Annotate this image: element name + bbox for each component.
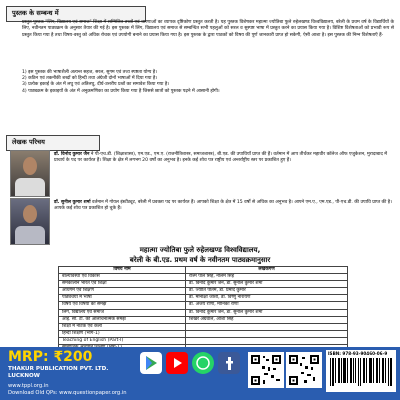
authors-cell: डॉ. विनोद कुमार जैन, डॉ. सुनील कुमार शर्मा bbox=[186, 309, 348, 316]
facebook-icon[interactable] bbox=[218, 352, 240, 374]
author-bio bbox=[54, 200, 394, 213]
author-bio bbox=[54, 152, 394, 165]
authors-cell bbox=[186, 337, 348, 344]
publisher-name: THAKUR PUBLICATION PVT. LTD. bbox=[8, 366, 109, 372]
table-row bbox=[59, 316, 348, 323]
author-photo bbox=[10, 198, 50, 245]
author-name: डॉ. सुनील कुमार शर्मा bbox=[54, 200, 91, 205]
subject-cell: समकालीन भारत एवं शिक्षा bbox=[59, 281, 186, 288]
subject-cell: पाठ्यचर्या में भाषा bbox=[59, 295, 186, 302]
column-header: लेखकगण bbox=[186, 267, 348, 274]
download-link[interactable]: Download Old QPs: www.questionpaper.org.in bbox=[8, 390, 127, 396]
authors-cell: डॉ. विनोद कुमार जैन, डॉ. सुनील कुमार शर्मा bbox=[186, 281, 348, 288]
youtube-icon[interactable] bbox=[166, 352, 188, 374]
subject-cell: बाल्यावस्था एवं विकास bbox=[59, 274, 186, 281]
subject-cell: शिक्षा में नाटक एवं कला bbox=[59, 323, 186, 330]
table-row bbox=[59, 288, 348, 295]
subject-cell: Teaching of English (Part-I) bbox=[59, 337, 186, 344]
authors-cell bbox=[186, 323, 348, 330]
feature-item: 3) प्रत्येक इकाई के अंत में लघु एवं अतिलघु, दीर्घ-उत्तरीय प्रश्नों का समावेश किया गया है। bbox=[22, 82, 170, 88]
whatsapp-icon[interactable] bbox=[192, 352, 214, 374]
intro-text bbox=[22, 20, 394, 39]
price-label: MRP: ₹200 bbox=[8, 349, 93, 365]
subject-cell: लिंग, विद्यालय एवं समाज bbox=[59, 309, 186, 316]
face-shape bbox=[23, 205, 37, 223]
syllabus-title: महात्मा ज्योतिबा फुले रुहेलखण्ड विश्वविद्यालय, bbox=[139, 246, 261, 254]
feature-item: 2) कठिन एवं तकनीकी शब्दों को हिन्दी तथा अंग्रेजी दोनों भाषाओं में दिया गया है। bbox=[22, 76, 158, 82]
authors-cell: डॉ. ज्योति पीतम, डॉ. प्रमोद कुमार bbox=[186, 288, 348, 295]
authors-cell: रश्मि पाल सिंह, नीलम सिंह bbox=[186, 274, 348, 281]
intro-paragraph: प्रस्तुत पुस्तक "लिंग, विद्यालय एवं समाज" शिक्षा में सम्मिलित तथ्यों एवं धारणाओं का व्यापक दृष्टिकोण प्रस्तुत करती है। यह पुस्तक विशेषकर महात्मा ज्योतिबा फुले रुहेलखण्ड विश्वविद्यालय, बरेली के प्रथम वर्ष के विद्यार्थियों के लिए, नवीनतम पाठ्यक्रम के अनुसार तैयार की गई है। इस पुस्तक में लिंग, विद्यालय एवं समाज से सम्बन्धित सभी पहलुओं को सरल व सुस्पष्ट भाषा में प्रस्तुत करने का प्रयास किया गया है। विशिष्ट विशेषताओं को प्रभावी रूप से प्रस्तुत किया गया है तथा विषय-वस्तु को अधिक रोचक एवं उपयोगी बनाने का प्रयास किया गया है। इस पुस्तक के द्वारा पाठकों को विषय की पूर्ण जानकारी प्राप्त हो सकेगी, ऐसी आशा है। इस पुस्तक की निम्न विशेषताएँ हैं- bbox=[22, 20, 394, 38]
qr-code-icon[interactable] bbox=[286, 352, 322, 388]
table-row bbox=[59, 337, 348, 344]
author-description: ने पी-एच.डी. (शिक्षाशास्त्र), एम.एड., एम.ए. (राजनीतिशास्त्र, समाजशास्त्र), बी.एड. की उपाधियाँ प्राप्त की हैं। वर्तमान में आप तीर्थंकर महावीर कॉलेज ऑफ एजुकेशन, मुरादाबाद में प्राचार्य के पद पर कार्यरत हैं। शिक्षा के क्षेत्र में लगभग 20 वर्षों का अनुभव है। इनके कई शोध पत्र राष्ट्रीय एवं अन्तर्राष्ट्रीय स्तर पर प्रकाशित हुए हैं। bbox=[54, 152, 387, 164]
subject-cell: हिन्दी शिक्षण (भाग-1) bbox=[59, 330, 186, 337]
table-row bbox=[59, 302, 348, 309]
feature-list bbox=[22, 70, 394, 95]
qr-code-icon[interactable] bbox=[248, 352, 284, 388]
intro-header: पुस्तक के सम्बन्ध में bbox=[6, 6, 146, 22]
authors-cell: शिखर अग्रवाल, आशा सिंह bbox=[186, 316, 348, 323]
authors-cell: डॉ. अजय राणा, मोनिका राणा bbox=[186, 302, 348, 309]
subject-cell: अधिगम एवं शिक्षण bbox=[59, 288, 186, 295]
authors-cell: डॉ. मीनाक्षी जोशी, डॉ. विष्णु नारायण bbox=[186, 295, 348, 302]
table-row bbox=[59, 323, 348, 330]
face-shape bbox=[23, 157, 37, 175]
authors-cell bbox=[186, 330, 348, 337]
column-header: विषय नाम bbox=[59, 267, 186, 274]
syllabus-subtitle: बरेली के बी.एड. प्रथम वर्ष के नवीनतम पाठ्यक्रमानुसार bbox=[129, 256, 271, 264]
author-description: वर्तमान में गोयल इंस्टीट्यूट, बरेली में प्रवक्ता पद पर कार्यरत हैं। आपको शिक्षा के क्षेत्र में 15 वर्षों से अधिक का अनुभव है। आपने एम.ए., एम.एड., पी-एच.डी. की उपाधि प्राप्त की है। आपके कई शोध पत्र प्रकाशित हो चुके हैं। bbox=[54, 200, 392, 212]
author-header: लेखक परिचय bbox=[6, 135, 100, 151]
feature-item: 1) इस पुस्तक की भाषाशैली अत्यन्त सहज, सरल, सुगम एवं तथ्य स्पष्टता योग्य है। bbox=[22, 70, 157, 75]
website-link[interactable]: www.tppl.org.in bbox=[8, 383, 49, 389]
table-row bbox=[59, 274, 348, 281]
subject-cell: आई. सी. टी. की आलोचनात्मक समझ bbox=[59, 316, 186, 323]
table-header-row bbox=[59, 267, 348, 274]
table-row bbox=[59, 309, 348, 316]
table-row bbox=[59, 295, 348, 302]
social-icons bbox=[140, 352, 240, 392]
shirt-shape bbox=[15, 178, 45, 196]
table-row bbox=[59, 281, 348, 288]
isbn-label: ISBN: 978-93-90460-06-9 bbox=[328, 351, 388, 356]
table-row bbox=[59, 330, 348, 337]
playstore-icon[interactable] bbox=[140, 352, 162, 374]
publisher-city: LUCKNOW bbox=[8, 373, 40, 379]
subject-cell: विषय एवं विषयों की समझ bbox=[59, 302, 186, 309]
author-photo bbox=[10, 150, 50, 197]
shirt-shape bbox=[15, 226, 45, 244]
author-name: डॉ. विनोद कुमार जैन bbox=[54, 152, 90, 157]
barcode-bars bbox=[330, 358, 392, 386]
feature-item: 4) पाठ्यक्रम के इकाइयों के अंत में अनुक्रमणिका का प्रयोग किया गया है जिससे छात्रों को पुस्तक पढ़ने में आसानी होगी। bbox=[22, 88, 220, 94]
syllabus-table bbox=[58, 266, 348, 352]
